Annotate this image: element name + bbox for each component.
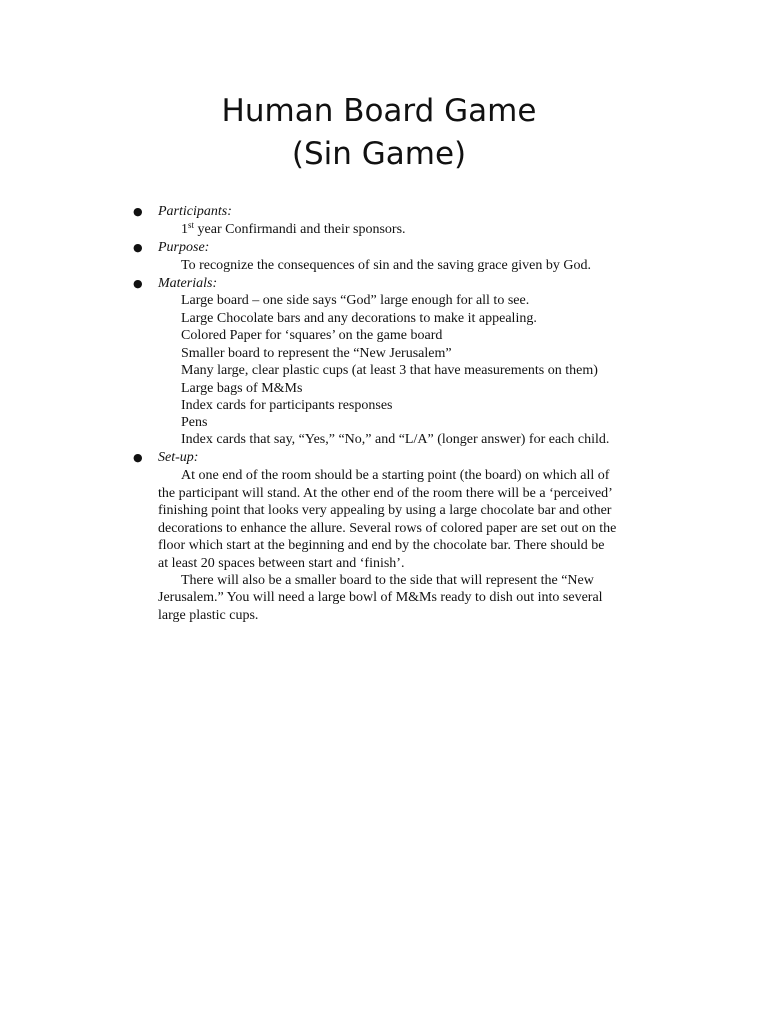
bullet-icon: ● (133, 277, 143, 290)
bullet-icon: ● (133, 205, 143, 218)
setup-paragraph-line: the participant will stand. At the other end of the room there will be a ‘perceived’ (158, 486, 613, 501)
setup-paragraph-line: There will also be a smaller board to the side that will represent the “New (181, 573, 594, 588)
setup-paragraph-line: floor which start at the beginning and end by the chocolate bar. There should be (158, 538, 605, 553)
materials-item: Large Chocolate bars and any decorations to make it appealing. (181, 311, 537, 326)
participants-text (181, 221, 406, 239)
purpose-text: To recognize the consequences of sin and the saving grace given by God. (181, 258, 591, 273)
title-line-1: Human Board Game (221, 93, 537, 129)
materials-item: Index cards that say, “Yes,” “No,” and “L/A” (longer answer) for each child. (181, 432, 610, 447)
materials-item: Index cards for participants responses (181, 398, 393, 413)
title-line-2: (Sin Game) (291, 136, 467, 172)
materials-item: Many large, clear plastic cups (at least 3 that have measurements on them) (181, 363, 598, 378)
materials-item: Smaller board to represent the “New Jerusalem” (181, 346, 452, 361)
participants-ordinal-suffix: st (188, 220, 195, 230)
materials-item: Large board – one side says “God” large enough for all to see. (181, 293, 530, 308)
participants-text-rest: year Confirmandi and their sponsors. (194, 222, 406, 237)
setup-paragraph-line: Jerusalem.” You will need a large bowl of M&Ms ready to dish out into several (158, 590, 603, 605)
setup-paragraph-line: at least 20 spaces between start and ‘finish’. (158, 556, 405, 571)
materials-item: Large bags of M&Ms (181, 381, 303, 396)
setup-paragraph-line: At one end of the room should be a starting point (the board) on which all of (181, 468, 610, 483)
participants-label: Participants: (158, 204, 232, 219)
purpose-label: Purpose: (158, 240, 210, 255)
setup-paragraph-line: finishing point that looks very appealing by using a large chocolate bar and other (158, 503, 612, 518)
setup-paragraph-line: large plastic cups. (158, 608, 259, 623)
setup-label: Set-up: (158, 450, 199, 465)
materials-label: Materials: (158, 276, 218, 291)
bullet-icon: ● (133, 451, 143, 464)
participants-ordinal: 1 (181, 222, 188, 237)
materials-item: Pens (181, 415, 208, 430)
materials-item: Colored Paper for ‘squares’ on the game board (181, 328, 443, 343)
setup-paragraph-line: decorations to enhance the allure. Several rows of colored paper are set out on the (158, 521, 617, 536)
bullet-icon: ● (133, 241, 143, 254)
